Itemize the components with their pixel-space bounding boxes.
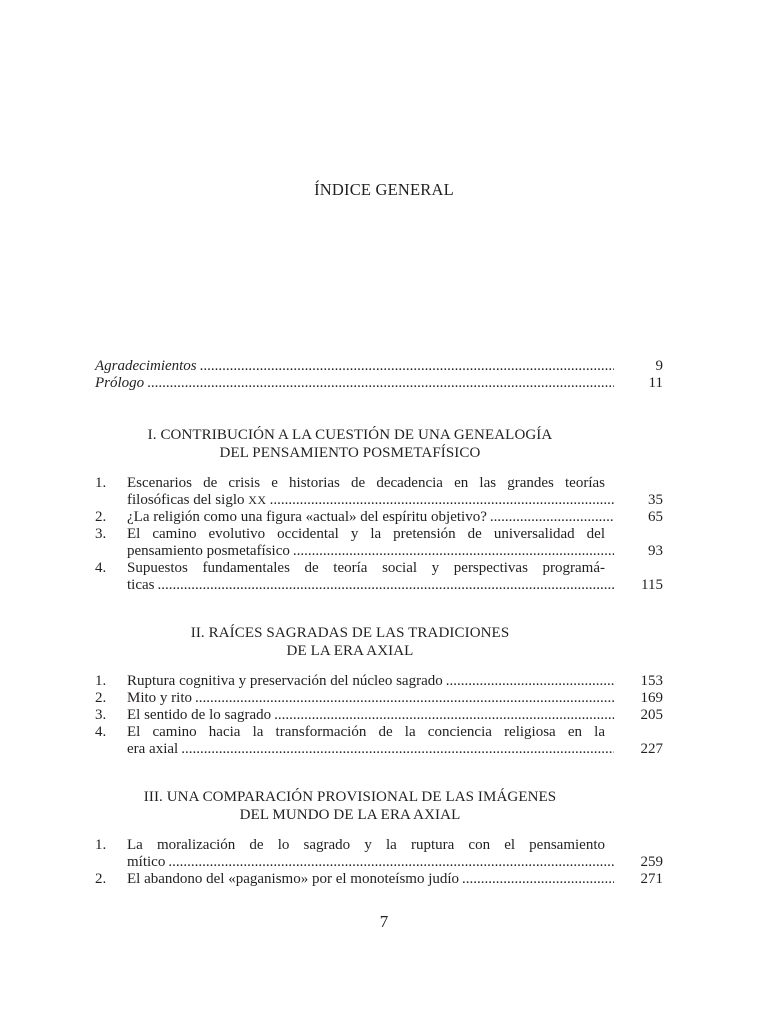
toc-entry-page: 9: [655, 358, 663, 374]
toc-entry[interactable]: [95, 871, 663, 888]
section-entries-iii: [95, 837, 663, 888]
toc-entry-label: Mito y rito: [127, 690, 193, 706]
dot-leader: [195, 690, 614, 707]
toc-entry-continuation[interactable]: [95, 741, 663, 758]
toc-entry-label: La moralización de lo sagrado y la ruptura con el pensamiento: [127, 837, 605, 853]
section-heading-line: DE LA ERA AXIAL: [286, 643, 414, 659]
dot-leader: [270, 492, 614, 509]
toc-entry-label: El sentido de lo sagrado: [127, 707, 272, 723]
section-entries-i: [95, 475, 663, 594]
toc-entry-label: [127, 492, 267, 509]
dot-leader: [147, 375, 614, 392]
page-title: ÍNDICE GENERAL: [314, 180, 454, 199]
toc-entry-label: Ruptura cognitiva y preservación del núcleo sagrado: [127, 673, 443, 689]
toc-entry-label: mítico: [127, 854, 166, 870]
toc-entry-number: 2.: [95, 509, 107, 525]
section-heading-line: DEL PENSAMIENTO POSMETAFÍSICO: [219, 445, 481, 461]
dot-leader: [462, 871, 614, 888]
toc-entry-number: 2.: [95, 871, 107, 887]
toc-entry-continuation[interactable]: [95, 543, 663, 560]
toc-entry-page: 93: [648, 543, 663, 559]
section-heading-iii: [95, 788, 605, 824]
toc-entry-label: ticas: [127, 577, 155, 593]
toc-entry-page: 227: [640, 741, 663, 757]
toc-entry-number: 1.: [95, 837, 107, 853]
toc-entry-page: 169: [640, 690, 663, 706]
toc-entry-label: Escenarios de crisis e historias de decadencia en las grandes teorías: [127, 475, 605, 491]
toc-entry-label: pensamiento posmetafísico: [127, 543, 290, 559]
toc-entry[interactable]: [95, 526, 663, 543]
toc-entry-agradecimientos[interactable]: [95, 358, 663, 375]
toc-entry-page: 35: [648, 492, 663, 508]
section-heading-line: I. CONTRIBUCIÓN A LA CUESTIÓN DE UNA GENEALOGÍA: [147, 427, 553, 443]
toc-entry[interactable]: [95, 673, 663, 690]
toc-entry-number: 4.: [95, 560, 107, 576]
page-number: 7: [379, 912, 389, 931]
dot-leader: [181, 741, 614, 758]
toc-entry[interactable]: [95, 475, 663, 492]
toc-entry[interactable]: [95, 724, 663, 741]
dot-leader: [274, 707, 614, 724]
toc-entry-number: 3.: [95, 707, 107, 723]
toc-entry-label: Agradecimientos: [95, 358, 197, 374]
toc-entry-number: 4.: [95, 724, 107, 740]
toc-entry-number: 3.: [95, 526, 107, 542]
section-heading-ii: [95, 624, 605, 660]
toc-entry-label: Prólogo: [95, 375, 145, 391]
section-heading-i: [95, 426, 605, 462]
toc-entry-page: 205: [640, 707, 663, 723]
toc-entry-page: 115: [641, 577, 663, 593]
toc-entry-continuation[interactable]: [95, 492, 663, 509]
toc-entry-page: 65: [648, 509, 663, 525]
toc-entry-prologo[interactable]: [95, 375, 663, 392]
dot-leader: [200, 358, 614, 375]
toc-entry-page: 259: [640, 854, 663, 870]
section-heading-line: III. UNA COMPARACIÓN PROVISIONAL DE LAS IMÁGENES: [143, 789, 557, 805]
toc-entry-label: El camino hacia la transformación de la conciencia religiosa en la: [127, 724, 605, 740]
toc-entry-page: 11: [648, 375, 663, 391]
toc-entry[interactable]: [95, 690, 663, 707]
toc-entry-continuation[interactable]: [95, 577, 663, 594]
dot-leader: [158, 577, 615, 594]
section-entries-ii: [95, 673, 663, 758]
dot-leader: [446, 673, 614, 690]
toc-entry[interactable]: [95, 560, 663, 577]
toc-entry-label: El abandono del «paganismo» por el monoteísmo judío: [127, 871, 460, 887]
toc-entry-continuation[interactable]: [95, 854, 663, 871]
toc-entry-label: ¿La religión como una figura «actual» del espíritu objetivo?: [127, 509, 487, 525]
toc-entry-label: El camino evolutivo occidental y la pretensión de universalidad del: [127, 526, 605, 542]
roman-numeral-smallcaps: XX: [248, 493, 267, 507]
toc-entry-label: era axial: [127, 741, 179, 757]
toc-entry-number: 1.: [95, 475, 107, 491]
toc-entry-label: Supuestos fundamentales de teoría social y perspectivas programá-: [127, 560, 605, 576]
toc-entry[interactable]: [95, 837, 663, 854]
toc-entry-number: 2.: [95, 690, 107, 706]
toc-entry[interactable]: [95, 509, 663, 526]
toc-entry-page: 271: [640, 871, 663, 887]
section-heading-line: II. RAÍCES SAGRADAS DE LAS TRADICIONES: [190, 625, 510, 641]
table-of-contents: [95, 358, 663, 888]
toc-entry-page: 153: [640, 673, 663, 689]
toc-entry[interactable]: [95, 707, 663, 724]
dot-leader: [168, 854, 614, 871]
dot-leader: [490, 509, 614, 526]
dot-leader: [293, 543, 614, 560]
toc-entry-number: 1.: [95, 673, 107, 689]
toc-entry-text: filosóficas del siglo: [127, 492, 245, 508]
section-heading-line: DEL MUNDO DE LA ERA AXIAL: [239, 807, 461, 823]
